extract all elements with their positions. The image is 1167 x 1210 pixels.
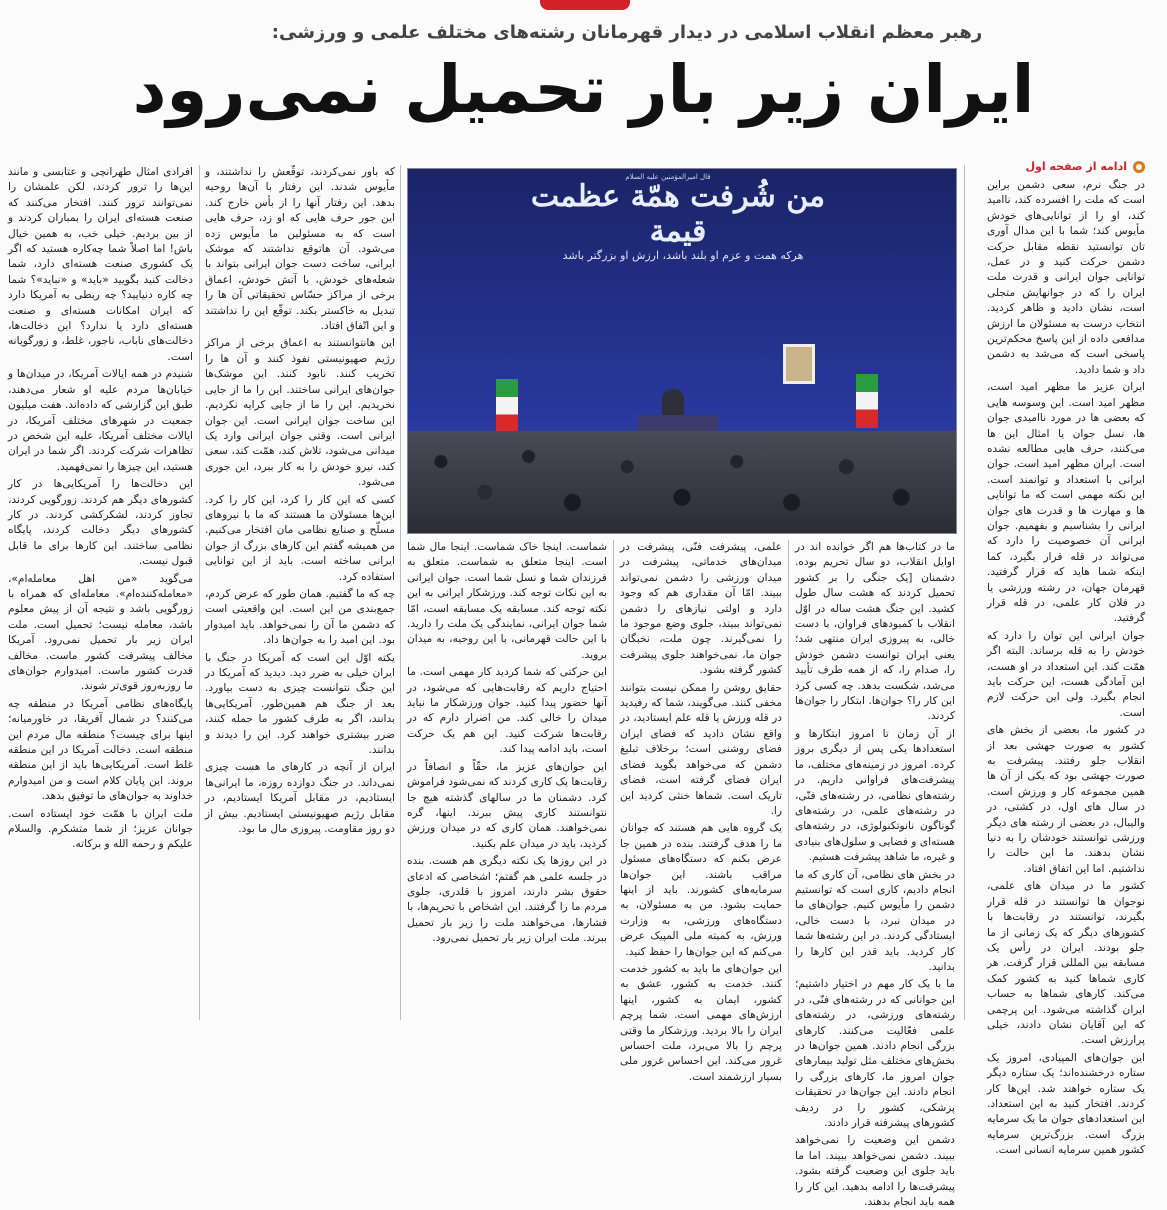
paragraph: ملت ایران با همّت خود ایستاده است. جوانان عزیز؛ از شما متشکرم. والسلام علیکم و رحمه الله و برکاته. xyxy=(8,807,193,851)
paragraph: در این روزها یک نکته دیگری هم هست. بنده در جلسه علمی هم گفتم؛ اشخاصی که ادعای حقوق بشر دارند، امروز با قلدری، جلوی مردم ما را گرفتند. این اشخاص با تحریم‌ها، با فشارها، می‌خواهند ملت را زیر بار تحمیل ببرند. ملت ایران زیر بار تحمیل نمی‌رود. xyxy=(407,855,607,945)
portrait-frame xyxy=(783,344,815,384)
paragraph: که باور نمی‌کردند، توقّعش را نداشتند، و مأیوس شدند. این رفتار با آن‌ها روحیه بدهد. این رفتار آنها را از بأس خارج کند. این جور حرف هایی که او زد، حرف هایی است که به مسئولین ما مأیوس زده می‌شود. آن هاتوقع نداشتند که موشک ایرانی، ساخت دست جوان ایرانی بتواند با شعله‌های خودش، با آتش خودش، اعماق برخی از مراکز حسّاس تحقیقاتی آن ها را تبدیل به خاکستر بکند. توقّع این را نداشتند و این اتّفاق افتاد. xyxy=(205,166,395,333)
article-column-3 xyxy=(620,540,782,1083)
paragraph: علمی، پیشرفت فنّی، پیشرفت در میدان‌های خدماتی، پیشرفت در میدان ورزشی را دشمن نمی‌تواند ببیند. امّا آن مقداری هم که وجود دارد و اولتی نیازهای را دشمن نمی‌تواند ببیند، جلوی وضع موجود ما را نمی‌گیرند. چون ملت، نخبگان جوان ما، نمی‌خواهند جلوی پیشرفت کشور گرفته بشود. xyxy=(620,541,782,677)
paragraph: این دخالت‌ها را آمریکایی‌ها در کار کشورهای دیگر هم کردند. زورگویی کردند، تجاوز کردند، لشکرکشی کردند. در کار کشورهای دیگر دخالت کردند، پایگاه نظامی ساختند. این کارها برای ما قابل قبول نیست. xyxy=(8,478,193,568)
paragraph: حقایق روشن را ممکن نیست بتوانند مخفی کنند. می‌گویند، شما که رفیدید در قله ورزش یا قله علم ایستادید، در واقع نشان دادید که فضای ایران فضای روشنی است؛ برخلاف تبلیغ دشمن که می‌خواهد بگوید فضای ایران فضای گرفته است، فضای تاریک است. شماها خنثی کردید این را. xyxy=(620,681,782,817)
paragraph: چه که ما گفتیم. همان طور که عرض کردم، جمع‌بندی من این است. این واقعیتی است که دشمن ما آن را نمی‌خواهد. باید امیدوار بود. این امید را به جوان‌ها داد. xyxy=(205,587,395,647)
column-rule xyxy=(613,540,614,1020)
paragraph: این جوان‌های ما باید به کشور خدمت کنند. خدمت به کشور، عشق به کشور، ایمان به کشور، اینها ارزش‌های مهمی است. شما پرچم ایران را بالا بردید. ورزشکار ما وقتی پرچم را بالا می‌برد، ملت احساس غرور می‌کند. این احساس غرور ملی بسیار ارزشمند است. xyxy=(620,962,782,1083)
continued-from-front xyxy=(985,160,1145,173)
paragraph: کشور ما در میدان های علمی، نوجوان ها توانستند در قله قرار بگیرند، توانستند در رقابت‌ها با کشورهای دیگر که یک زمانی از ما جلو بودند. ایران در رأس یک مسابقه بین المللی قرار گرفت. هر کاری شماها کنید به کشور کمک می‌کند. کارهای شماها به حساب ایران گذاشته می‌شود. این پرچمی که این آقایان نشان دادند، خیلی پرارزش است. xyxy=(987,880,1145,1047)
column-rule xyxy=(788,540,789,1020)
paragraph: این جوان‌های عزیز ما، حقّاً و انصافاً در رقابت‌ها یک کاری کردند که نمی‌شود فراموش کرد. دشمنان ما در سالهای گذشته هیچ جا نتوانستند کاری پیش ببرند. اینها، گره نمی‌خواهند. همان کاری که در میدان ورزش کردید، باید در میدان علم بکنید. xyxy=(407,760,607,850)
column-rule xyxy=(199,165,200,1020)
column-rule xyxy=(400,165,401,1020)
column-rule xyxy=(964,165,965,1020)
paragraph: این جوان‌های المپیادی، امروز یک ستاره درخشنده‌اند؛ یک ستاره دیگر یک ستاره خواهند شد. این‌ها کار کردند. افتخار کنید به این استعداد. این استعدادهای جوان ما یک سرمایه بزرگ است. بزرگ‌ترین سرمایه کشور همین سرمایه انسانی است. xyxy=(987,1051,1145,1157)
paragraph: در کشور ما، بعضی از بخش های کشور به صورت جهشی بعد از انقلاب جلو رفتند. پیشرفت به صورت جهشی بود که یکی از آن ها همین مجموعه کار و ورزش است. در سال های اول، در کشتی، در والیبال، در بعضی از رشته های دیگر ورزشی توانستند خودشان را به دنیا نشان بدهند. ما این حالت را نداشتیم. اما این اتفاق افتاد. xyxy=(987,724,1145,875)
paragraph: ما با یک کار مهم در اختیار داشتیم؛ این جوانانی که در رشته‌های فنّی، در رشته‌های ورزشی، در رشته‌های علمی فعّالیت می‌کنند. کارهای بزرگی انجام دادند. همین جوان‌ها در بخش‌های مختلف مثل تولید بیمارهای جوان امروز ما، کارهای بزرگی را انجام دادند. این جوان‌ها در تحقیقات پزشکی، کشور را در ردیف کشورهای پیشرفته قرار دادند. xyxy=(795,978,955,1130)
paragraph: از آن زمان تا امروز ابتکارها و استعدادها یکی پس از دیگری بروز کرده. امروز در زمینه‌های مختلف، ما پیشرفت‌های فراوانی داریم. در رشته‌های نظامی، در رشته‌های فنّی، در رشته‌های علمی، در رشته‌های گوناگون نانوتکنولوژی، در رشته‌های هسته‌ای و فضایی و سلول‌های بنیادی و غیره، ما شاهد پیشرفت هستیم. xyxy=(795,727,955,864)
article-column-1 xyxy=(987,178,1145,1157)
paragraph: در جنگ نرم، سعی دشمن براین است که ملت را افسرده کند، ناامید کند، او را از توانایی‌های خودش مأیوس کند؛ شما با این مدال آوری تان توانستید نقطه مقابل حرکت دشمن حرکت کنید و در عمل، توانایی جوان ایرانی و قدرت ملت ایران را که در جوانهایش متجلی است، نشان دادید و ظاهر کردید. انتخاب درست به مسئولان ما ارزش مدافعی داده از این پاسخ محکم‌ترین پاسخی است که می‌شد به دشمن داد و شما دادید. xyxy=(987,179,1145,376)
paragraph: در بخش های نظامی، آن کاری که ما انجام دادیم، کاری است که توانستیم دشمن را مأیوس کنیم. جوان‌های ما در میدان نبرد، با دست خالی، ایستادگی کردند. در این رشته‌ها شما کار کردید. باید قدر این کارها را بدانید. xyxy=(795,868,955,973)
photo-slogan-main: من شُرفت همّة عظمت قیمة xyxy=(530,179,826,249)
paragraph: افرادی امثال طهرانچی و عتابسی و مانند این‌ها را ترور کردند، لکن علمشان را نمی‌توانند ترور کنند. افتخار می‌کنند که صنعت هسته‌ای ایران را بمباران کردند و از بین بردیم. خیلی خب، به همین خیال باش! اما اصلاً شما چه‌کاره هستید که اگر یک کشوری صنعت هسته‌ای دارد، شما دخالت کنید بگویید «باید» و «نباید»؟ شما چه کاره دنیایید؟ چه ربطی به آمریکا دارد که ایران امکانات هسته‌ای و صنعت هسته‌ای دارد یا ندارد؟ این دخالت‌ها، دخالت‌های ناباب، ناجور، غلط، و زورگویانه است. xyxy=(8,166,193,363)
paragraph: دشمن این وضعیت را نمی‌خواهد ببیند. دشمن نمی‌خواهد ببیند. اما ما باید جلوی این وضعیت گرفته بشود. پیشرفت‌ها را ادامه بدهید. این کار را همه باید انجام بدهند. xyxy=(795,1134,955,1209)
paragraph: کسی که این کار را کرد، این کار را کرد. این‌ها مسئولان ما هستند که ما با نیروهای مسلّح و صنایع نظامی مان افتخار می‌کنیم. من همیشه گفتم این کارهای بزرگ از جوان ایرانی ساخته است. باید از این توانایی استفاده کرد. xyxy=(205,493,395,583)
paragraph: ایران از آنچه در کارهای ما هست چیزی نمی‌داند. در جنگ دوازده روزه، ما ایرانی‌ها ایستادیم، در مقابل آمریکا ایستادیم، در مقابل رژیم صهیونیستی ایستادیم. بیش از دو روز مقاومت. پیروزی مال ما بود. xyxy=(205,761,395,836)
paragraph: این حرکتی که شما کردید کار مهمی است. ما احتیاج داریم که رقابت‌هایی که می‌شود، در آنها حضور پیدا کنید. جوان ورزشکار ما نباید میدان را خالی کند. من اصرار دارم که در رقابت‌ها شرکت کنید. این هم یک حرکت است، باید ادامه پیدا کند. xyxy=(407,666,607,756)
paragraph: ما در کتاب‌ها هم اگر خوانده اند در اوایل انقلاب، دو سال تحریم بوده. دشمنان [یک جنگی را بر کشور تحمیل کردند که هشت سال طول کشید. این جنگ هشت ساله در اوّل انقلاب با کمبودهای فراوان، با دست خالی، به پیروزی ایران منتهی شد؛ یعنی ایران توانست دشمن خودش را، صدام را، که از همه طرف تأیید می‌شد، شکست بدهد. چه کسی کرد این کار را؟ جوان‌ها. ابتکار را جوان‌ها کردند. xyxy=(795,541,955,723)
section-tab xyxy=(540,0,630,10)
continued-label: ادامه از صفحه اول xyxy=(1025,160,1127,173)
photo-slogan-top: قال امیرالمؤمنین علیه السلام xyxy=(625,173,711,181)
headline: ایران زیر بار تحمیل نمی‌رود xyxy=(132,51,1035,128)
paragraph: این هانتوانستند به اعماق برخی از مراکز رژیم صهیونیستی نفوذ کنند و آن ها را تخریب کنند. نابود کنند. این موشک‌ها جوان‌های ایرانی ساختند. این را ما از جایی نخریدیم. این را ما از جایی کرایه نکردیم. این ساخت جوان ایرانی است. این جوان ایرانی است. وقتی جوان ایرانی وارد یک میدانی می‌شود، تلاش کند، همّت کند، سعی کند، نیرو خودش را به کار ببرد، این جوری می‌شود. xyxy=(205,337,395,489)
paragraph: یکته اوّل این است که آمریکا در جنگ با ایران خیلی به ضرر دید. دیدید که آمریکا در این جنگ نتوانست چیزی به دست بیاورد. بعد از جنگ هم همین‌طور. آمریکایی‌ها بدانند، اگر به طرف کشور ما حمله کنند، ضرر بیشتری خواهند کرد. این را دیدند و بدانند. xyxy=(205,651,395,757)
continued-marker-icon xyxy=(1133,161,1145,173)
paragraph: ایران عزیز ما مظهر امید است، مظهر امید است. این وسوسه هایی که بعضی ها در مورد ناامیدی جوان ها، نسل جوان یا امثال این ها می‌کنند، حرف هایی مطالعه نشده است. ایران مظهر امید است. جوان ایرانی با استعداد و توانمند است. این نکته مهمی است که ما توانایی ها و مهارت ها و قدرت های جوان ایرانی را بشناسیم و بفهمیم. جوان ایرانی آن خصوصیت را دارد که می‌تواند در قله قرار بگیرد، کما اینکه شما هاید که قرار گرفتید. قهرمان جهان، در رشته ورزشی یا در فلان کار علمی، در قله قرار گرفتید. xyxy=(987,381,1145,625)
flag-icon xyxy=(496,379,518,433)
news-photo xyxy=(407,168,957,534)
paragraph: شماست. اینجا خاک شماست. اینجا مال شما است. اینجا متعلق به شماست. متعلق به فرزندان شما و نسل شما است. جوان ایرانی به این نکات توجه کند. ورزشکار ایرانی به این نکته توجه کند. مسابقه یک مسابقه است، امّا شما جوان ایرانی، نمایندگی یک ملت را دارید. با این حالت قهرمانی، با این روحیه، به میدان بروید. xyxy=(407,541,607,661)
paragraph: می‌گوید «من اهل معامله‌ام»، «معامله‌کننده‌ام». معامله‌ای که همراه با زورگویی باشد و نتیجه آن از پیش معلوم باشد، معامله نیست؛ تحمیل است. ملت ایران زیر بار تحمیل نمی‌رود. آمریکا مخالف پیشرفت کشور ماست. مخالف قدرت کشور ماست. امیدوارم جوان‌های ما روزبه‌روز قوی‌تر شوند. xyxy=(8,572,193,693)
article-column-5 xyxy=(205,165,395,1020)
kicker: رهبر معظم انقلاب اسلامی در دیدار قهرمانان رشته‌های مختلف علمی و ورزشی: xyxy=(271,22,983,43)
paragraph: شنیدم در همه ایالات آمریکا، در میدان‌ها و خیابان‌ها مردم علیه او شعار می‌دهند، طبق این گزارشی که داده‌اند. هفت میلیون جمعیت در شهرهای مختلف آمریکا، در ایالات مختلف آمریکا، علیه این شخص در تظاهرات شرکت کردند. اگر شما در ایران هستید، این چیزها را نمی‌فهمید. xyxy=(8,368,193,473)
flag-icon xyxy=(856,374,878,428)
article-column-2 xyxy=(795,540,955,1209)
paragraph: یک گروه هایی هم هستند که جوانان ما را هدف گرفتند. بنده در همین جا عرض بکنم که دستگاه‌های مسئول مراقب باشند. این جوان‌ها سرمایه‌های کشورند. باید از اینها حمایت بشود. من به مسئولان، به دستگاه‌های ورزشی، به وزارت ورزش، به کمیته ملی المپیک عرض می‌کنم که این جوان‌ها را حفظ کنید. xyxy=(620,822,782,958)
paragraph: جوان ایرانی این توان را دارد که خودش را به قله برساند. البته اگر همّت کند. این استعداد در او هست، این آمادگی هست، این حرکت باید انجام بگیرد. ولی این حرکت لازم است. xyxy=(987,629,1145,719)
photo-slogan-sub: هرکه همت و عزم او بلند باشد، ارزش او بزرگتر باشد xyxy=(562,249,804,262)
paragraph: پایگاه‌های نظامی آمریکا در منطقه چه می‌کنند؟ در شمال آفریقا، در خاورمیانه؛ اینها برای چیست؟ منطقه مال مردم این منطقه است. دخالت آمریکا در این منطقه غلط است. آمریکایی‌ها باید از این منطقه بروند. این پایان کلام است و من امیدوارم خداوند به جوان‌های ما توفیق بدهد. xyxy=(8,697,193,803)
article-column-6 xyxy=(8,165,193,1020)
audience-crowd xyxy=(408,431,956,533)
article-column-4 xyxy=(407,540,607,1020)
